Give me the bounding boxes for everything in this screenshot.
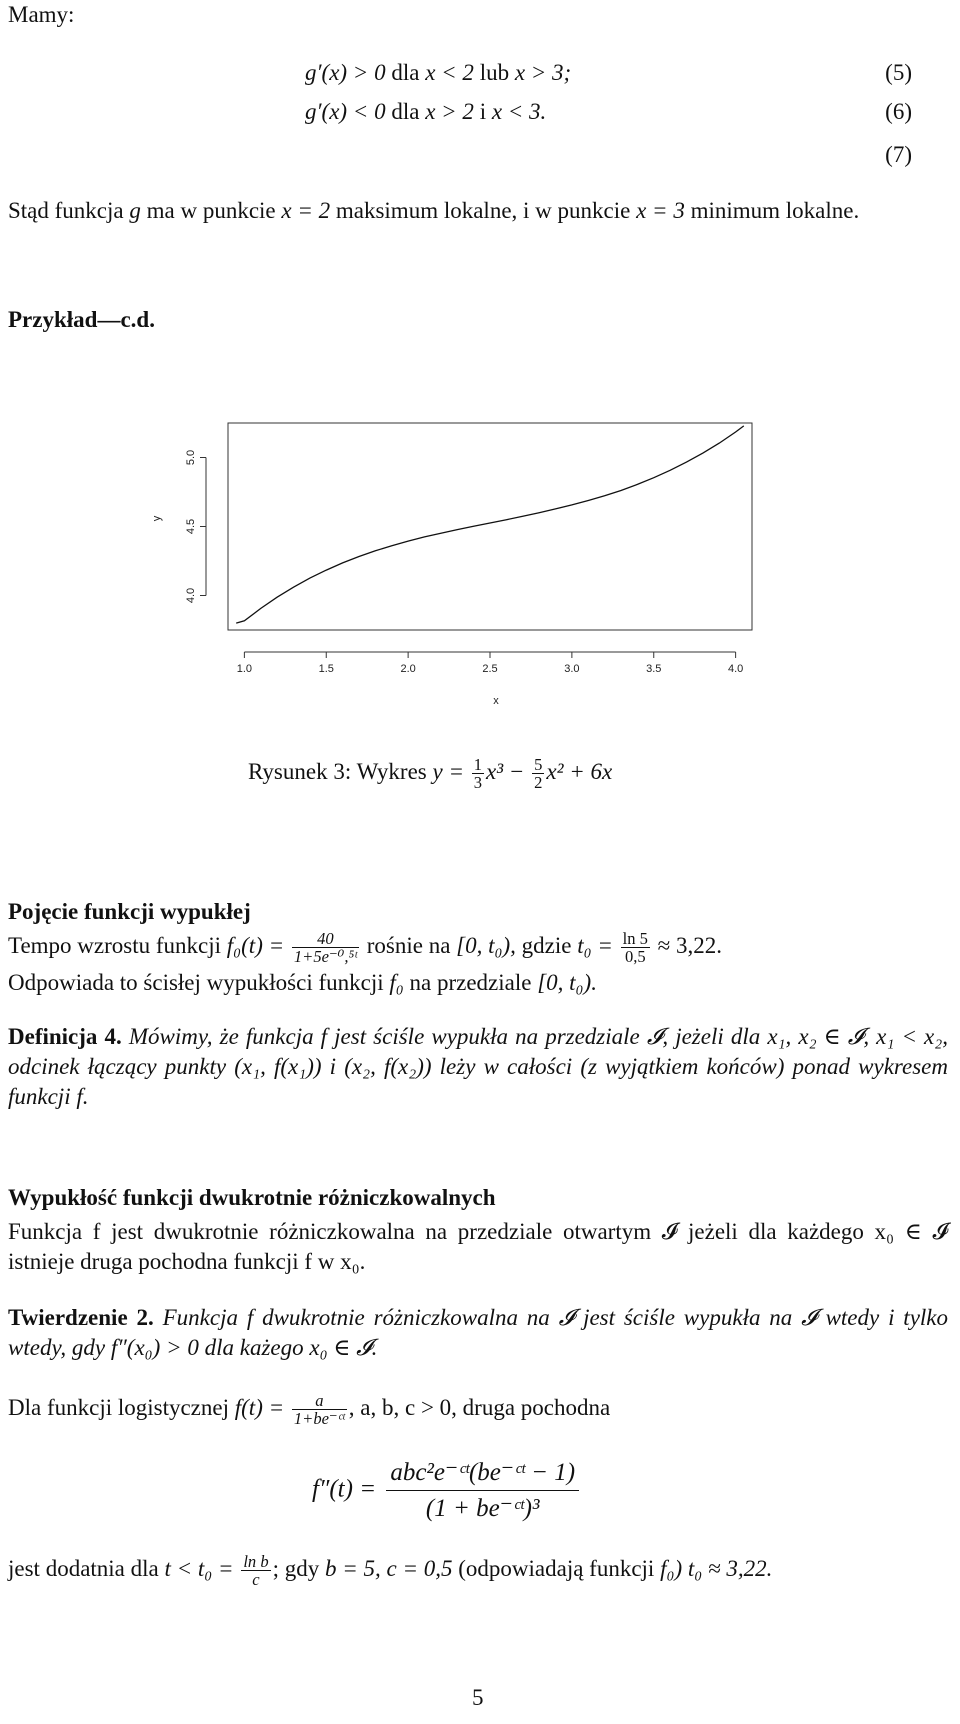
eq6-lhs: g′(x) < 0 xyxy=(305,99,386,124)
caption-fraction-1: $\frac{1}{3}$ xyxy=(473,755,482,793)
second-derivative-lhs: f″(t) = xyxy=(312,1475,377,1503)
equation-number-6: (6) xyxy=(885,99,912,124)
conclusion-x3: x = 3 xyxy=(636,198,685,223)
conclusion-text-2: ma w punkcie xyxy=(146,198,276,223)
growth-fraction: $\frac{40}{\text{1+5e⁻⁰,⁵ᵗ}}$ xyxy=(293,929,357,967)
section-twice-differentiable-text: Funkcja f jest dwukrotnie różniczkowalna na przedziale otwartym 𝓘 jeżeli dla każdego x₀ ∈ 𝓘 istnieje druga pochodna funkcji f w x₀. xyxy=(8,1219,948,1274)
theorem-2 xyxy=(8,1303,948,1363)
eq5-lhs: g′(x) > 0 xyxy=(305,60,386,85)
definition-text: Mówimy, że funkcja f jest ściśle wypukła na przedziale 𝓘, jeżeli dla x₁, x₂ ∈ 𝓘, x₁ < x₂, odcinek łączący punkty (x₁, f(x₁)) i (x₂, f(x₂)) leży w całości (z wyjątkiem końców) ponad wykresem funkcji f. xyxy=(8,1024,949,1109)
x-tick-label-6: 4.0 xyxy=(727,663,744,675)
convexity-interval: [0, t₀). xyxy=(537,970,597,995)
x-tick-label-4: 3.0 xyxy=(564,663,580,675)
section-convex-function-title: Pojęcie funkcji wypukłej xyxy=(8,899,251,924)
plot-frame xyxy=(228,423,752,630)
x-tick-label-5: 3.5 xyxy=(646,663,662,675)
eq6-cond2: x < 3. xyxy=(491,99,547,124)
logistic-fraction: $\frac{a}{\text{1+be⁻ᶜᵗ}}$ xyxy=(293,1391,345,1429)
convexity-line xyxy=(8,968,597,998)
final-fraction: $\frac{\text{ln b}}{c}$ xyxy=(243,1552,269,1590)
final-text-1: jest dodatnia dla xyxy=(8,1556,159,1582)
x-tick-label-3: 2.5 xyxy=(482,663,498,675)
final-line xyxy=(8,1553,772,1589)
eq6-word2: i xyxy=(479,99,487,124)
eq6-cond1: x > 2 xyxy=(425,99,474,124)
equation-5 xyxy=(305,58,571,88)
eq5-word1: dla xyxy=(391,60,420,85)
caption-word: Wykres xyxy=(356,759,427,785)
conclusion-paragraph xyxy=(8,196,948,226)
page-number: 5 xyxy=(472,1685,484,1710)
x-axis-label: x xyxy=(493,695,499,707)
growth-f0t: f₀(t) = xyxy=(226,933,285,959)
final-text-2: ; gdy xyxy=(272,1556,320,1582)
caption-lhs: y = xyxy=(432,759,464,785)
figure-caption xyxy=(248,756,612,792)
caption-term-1: x³ − xyxy=(486,759,525,785)
definition-4 xyxy=(8,1022,948,1112)
x-tick-label-1: 1.5 xyxy=(318,663,334,675)
growth-interval: [0, t₀), xyxy=(456,933,516,959)
final-cond: t < t₀ = xyxy=(164,1556,234,1582)
intro-text: Mamy: xyxy=(8,2,75,27)
convexity-text-2: na przedziale xyxy=(409,970,532,995)
eq5-cond1: x < 2 xyxy=(425,60,474,85)
logistic-ft: f(t) = xyxy=(234,1395,285,1421)
eq6-word1: dla xyxy=(391,99,420,124)
final-f0: f₀) xyxy=(660,1556,683,1582)
conclusion-text-4: minimum lokalne. xyxy=(690,198,860,223)
conclusion-text-1: Stąd funkcja xyxy=(8,198,124,223)
logistic-text-1: Dla funkcji logistycznej xyxy=(8,1395,229,1421)
conclusion-x2: x = 2 xyxy=(281,198,331,223)
y-tick-label-0: 4.0 xyxy=(185,587,197,604)
equation-6 xyxy=(305,97,546,127)
function-curve xyxy=(236,426,744,623)
section-twice-differentiable-title: Wypukłość funkcji dwukrotnie różniczkowalnych xyxy=(8,1185,496,1210)
conclusion-g: g xyxy=(129,198,141,223)
growth-ln-fraction: $\frac{\ln 5}{0,5}$ xyxy=(622,929,648,967)
second-derivative-fraction: abc²e⁻ᶜᵗ(be⁻ᶜᵗ − 1) (1 + be⁻ᶜᵗ)³ xyxy=(386,1455,579,1527)
final-t0: t₀ ≈ 3,22. xyxy=(687,1556,773,1582)
eq5-cond2: x > 3; xyxy=(514,60,572,85)
conclusion-text-3: maksimum lokalne, i w punkcie xyxy=(335,198,631,223)
definition-label: Definicja 4. xyxy=(8,1024,122,1049)
convexity-text-1: Odpowiada to ścisłej wypukłości funkcji xyxy=(8,970,384,995)
cubic-function-chart xyxy=(151,415,780,715)
logistic-text-2: , a, b, c > 0, druga pochodna xyxy=(348,1395,611,1421)
growth-approx: ≈ 3,22. xyxy=(657,933,723,959)
x-tick-label-2: 2.0 xyxy=(400,663,416,675)
growth-text-2: rośnie na xyxy=(366,933,451,959)
theorem-label: Twierdzenie 2. xyxy=(8,1305,154,1330)
eq5-word2: lub xyxy=(479,60,510,85)
y-tick-label-2: 5.0 xyxy=(185,449,197,466)
final-values: b = 5, c = 0,5 xyxy=(325,1556,453,1582)
growth-rate-line xyxy=(8,930,722,966)
theorem-text: Funkcja f dwukrotnie różniczkowalna na 𝓘 jest ściśle wypukła na 𝓘 wtedy i tylko wtedy, gdy f″(x₀) > 0 dla każego x₀ ∈ 𝓘. xyxy=(8,1305,949,1360)
example-continuation-heading: Przykład—c.d. xyxy=(8,307,155,332)
figure-plot xyxy=(151,415,780,715)
equation-number-5: (5) xyxy=(885,60,912,85)
x-tick-label-0: 1.0 xyxy=(236,663,253,675)
y-tick-label-1: 4.5 xyxy=(185,518,197,535)
final-text-3: (odpowiadają funkcji xyxy=(458,1556,655,1582)
y-axis-label: y xyxy=(151,515,163,522)
growth-t0: t₀ = xyxy=(577,933,613,959)
caption-fraction-2: $\frac{5}{2}$ xyxy=(534,755,543,793)
second-derivative-equation xyxy=(312,1455,583,1527)
growth-text-3: gdzie xyxy=(521,933,572,959)
convexity-f0: f₀ xyxy=(389,970,404,995)
logistic-line xyxy=(8,1392,610,1428)
caption-term-2: x² + 6x xyxy=(546,759,613,785)
caption-label: Rysunek 3: xyxy=(248,759,352,785)
equation-number-7: (7) xyxy=(885,142,912,167)
growth-text-1: Tempo wzrostu funkcji xyxy=(8,933,222,959)
